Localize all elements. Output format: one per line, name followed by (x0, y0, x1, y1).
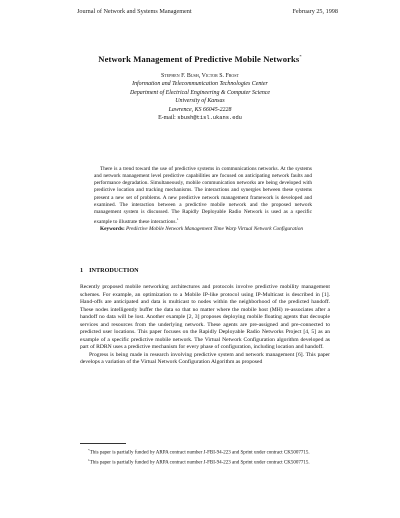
email-address[interactable]: sbush@tisl.ukans.edu (177, 115, 242, 122)
footnote-2-text: This paper is partially funded by ARPA contract number J-FBI-94-223 and Sprint under contract CK5007715. (89, 460, 310, 466)
header-date: February 25, 1998 (292, 8, 338, 15)
affiliation-university: University of Kansas (175, 98, 225, 105)
footnote-1-text: This paper is partially funded by ARPA contract number J-FBI-94-223 and Sprint under contract CK5007715. (89, 450, 310, 456)
footnote-2-marker: 1 (88, 458, 90, 463)
abstract-paragraph (94, 166, 312, 226)
keywords-line (94, 226, 312, 233)
footnote-1-marker: * (88, 448, 90, 452)
affiliation-department: Department of Electrical Engineering & Computer Science (129, 89, 271, 96)
abstract-text: There is a trend toward the use of predictive systems in communications networks. At the systems and network management level predictive capabilities are focused on anticipating network faults and performance degradation. Simultaneously, mobile communication networks are being developed with predictive location and tracking mechanisms. The interactions and synergies between these systems present a new set of problems. A new predictive network management framework is developed and examined. The interaction between a predictive mobile network and the proposed network management system is discussed. The Rapidly Deployable Radio Network is used as a specific example to illustrate these interactions. (94, 166, 312, 225)
section-number: 1 (80, 267, 84, 274)
affiliation-center: Information and Telecommunication Technologies Center (132, 81, 268, 88)
section-heading (80, 267, 139, 274)
paper-title-text: Network Management of Predictive Mobile Networks (98, 54, 300, 64)
author-block (60, 72, 340, 122)
abstract-footnote-marker: 1 (176, 217, 179, 222)
paper-title (60, 54, 340, 64)
author-names: Stephen F. Bush, Victor S. Frost (161, 73, 239, 79)
keywords-label: Keywords: (100, 226, 125, 233)
email-line (60, 114, 340, 122)
affiliation-city: Lawrence, KS 66045-2228 (168, 106, 232, 113)
body-paragraph-1: Recently proposed mobile networking architectures and protocols involve predictive mobility management schemes. For example, an optimization to a Mobile IP-like protocol using IP-Multicast is described in [1]. Hand-offs are anticipated and data is multicast to nodes within the neighborhood of the predicted handoff. These nodes intelligently buffer the data so that no matter where the mobile host (MH) re-associates after a handoff no data will be lost. Another example [2, 3] proposes deploying mobile floating agents that decouple services and resources from the underlying network. These agents are pre-assigned and pre-connected to predicted user locations. This paper focuses on the Rapidly Deployable Radio Networks Project [4, 5] as an example of a specific predictive mobile network. The Virtual Network Configuration algorithm developed as part of RDRN uses a predictive mechanism for every phase of configuration, including location and handoff. (80, 284, 330, 351)
body-paragraph-2: Progress is being made in research involving predictive system and network management [6]. This paper develops a variation of the Virtual Network Configuration Algorithm as proposed (80, 351, 330, 366)
running-header (77, 8, 338, 15)
footnote-2 (80, 457, 330, 467)
title-footnote-marker: * (299, 54, 302, 60)
journal-name: Journal of Network and Systems Management (77, 8, 192, 15)
footnote-1 (80, 447, 330, 457)
keywords-text: Predictive Mobile Network Management Time Warp Virtual Network Configuration (126, 226, 303, 233)
abstract (94, 166, 312, 233)
section-title: INTRODUCTION (89, 267, 139, 274)
footnotes (80, 443, 330, 468)
email-label: E-mail: (158, 115, 176, 122)
footnote-rule (80, 443, 126, 444)
introduction-body (80, 284, 330, 367)
